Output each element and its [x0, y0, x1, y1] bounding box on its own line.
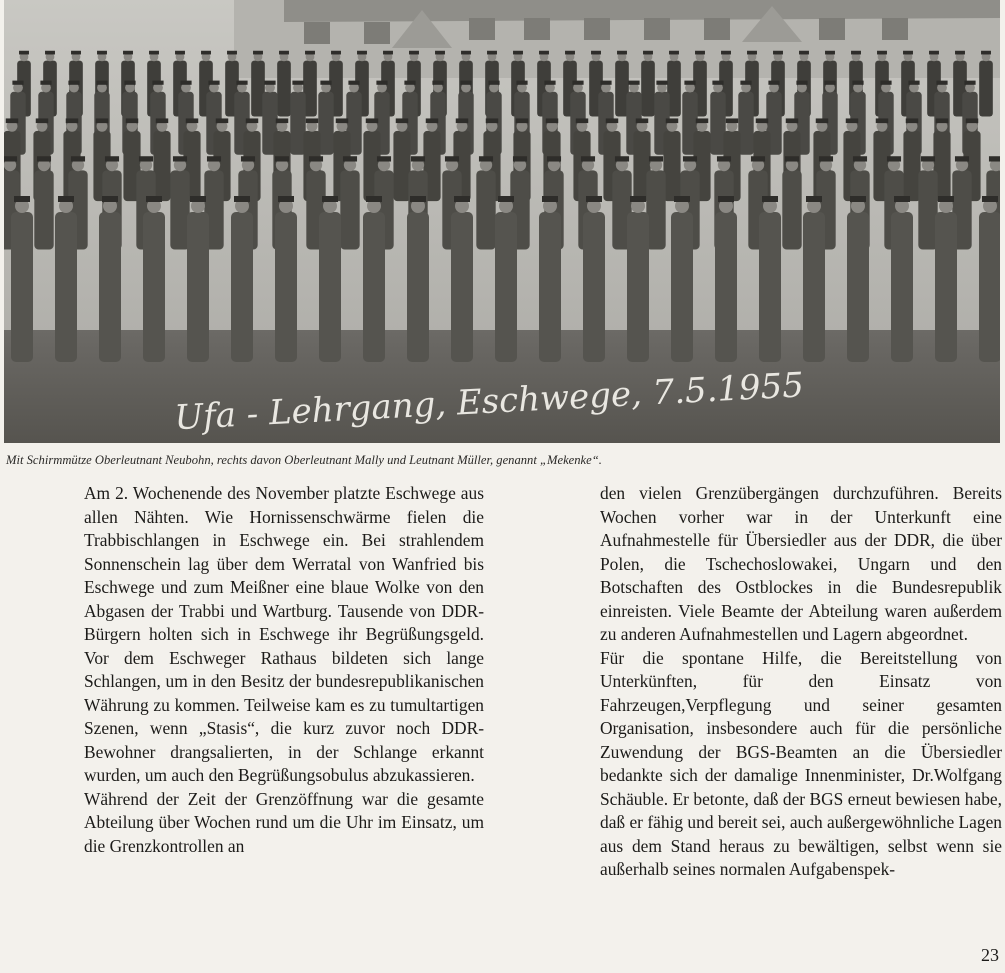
soldier-cap [411, 156, 425, 161]
soldier-cap [547, 156, 561, 161]
soldier-cap [366, 196, 382, 202]
soldier-body [646, 170, 665, 249]
soldier-cap [216, 118, 228, 123]
soldier-body [187, 212, 209, 362]
soldier-cap [12, 81, 23, 85]
soldier-cap [426, 118, 438, 123]
soldier-cap [825, 51, 835, 55]
soldier-cap [190, 196, 206, 202]
soldier-cap [410, 196, 426, 202]
soldier-cap [207, 156, 221, 161]
soldier-cap [246, 118, 258, 123]
soldier-cap [149, 51, 159, 55]
soldier-cap [929, 51, 939, 55]
soldier-cap [139, 156, 153, 161]
soldier-cap [4, 156, 17, 161]
soldier-cap [853, 156, 867, 161]
soldier-cap [97, 51, 107, 55]
soldier-body [671, 212, 693, 362]
soldier-cap [674, 196, 690, 202]
soldier-cap [126, 118, 138, 123]
soldier-cap [756, 118, 768, 123]
soldier-cap [36, 118, 48, 123]
soldier-cap [396, 118, 408, 123]
soldier-body [903, 131, 920, 201]
soldier-cap [366, 118, 378, 123]
soldier-body [979, 212, 1000, 362]
soldier-cap [572, 81, 583, 85]
soldier-cap [876, 118, 888, 123]
soldier-cap [435, 51, 445, 55]
soldier-cap [850, 196, 866, 202]
soldier-body [583, 212, 605, 362]
soldier-cap [276, 118, 288, 123]
soldier-cap [186, 118, 198, 123]
soldier-cap [445, 156, 459, 161]
soldier-cap [683, 156, 697, 161]
soldier-cap [908, 81, 919, 85]
soldier-cap [606, 118, 618, 123]
soldier-cap [227, 51, 237, 55]
soldier-cap [982, 196, 998, 202]
soldier-cap [816, 118, 828, 123]
soldier-body [277, 61, 291, 117]
soldier-cap [253, 51, 263, 55]
soldier-cap [628, 81, 639, 85]
soldier-cap [175, 51, 185, 55]
soldier-cap [68, 81, 79, 85]
soldier-cap [124, 81, 135, 85]
soldier-cap [544, 81, 555, 85]
soldier-body [759, 212, 781, 362]
soldier-cap [488, 81, 499, 85]
soldier-cap [656, 81, 667, 85]
soldier-cap [936, 118, 948, 123]
soldier-cap [96, 81, 107, 85]
soldier-cap [377, 156, 391, 161]
soldier-cap [432, 81, 443, 85]
soldier-cap [173, 156, 187, 161]
soldier-body [11, 212, 33, 362]
soldier-cap [894, 196, 910, 202]
soldier-cap [617, 51, 627, 55]
soldier-cap [636, 118, 648, 123]
soldier-cap [726, 118, 738, 123]
soldier-cap [19, 51, 29, 55]
soldier-cap [824, 81, 835, 85]
paragraph: Am 2. Wochenende des November platzte Eschwege aus allen Nähten. Wie Hornissenschwärme fielen die Trabbischlangen in Eschwege ein. Bei strahlendem Sonnenschein lag über dem Werratal von Wanfried bis Eschwege und zum Meißner eine blaue Wolke von den Abgasen der Trabbi und Wartburg. Tausende von DDR-Bürgern holten sich in Eschwege ihr Begrüßungsgeld. Vor dem Eschweger Rathaus bildeten sich lange Schlangen, um in den Besitz der bundesrepublikanischen Währung zu kommen. Teilweise kam es zu tumultartigen Szenen, wenn „Stasis“, die kurz zuvor noch DDR-Bewohner drangsalierten, in der Schlange erkannt wurden, um auch den Begrüßungsobulus abzukassieren. [84, 483, 484, 785]
soldier-cap [156, 118, 168, 123]
soldier-cap [712, 81, 723, 85]
soldier-cap [877, 51, 887, 55]
soldier-cap [966, 118, 978, 123]
soldier-cap [684, 81, 695, 85]
soldier-cap [721, 51, 731, 55]
soldier-cap [498, 196, 514, 202]
soldier-cap [383, 51, 393, 55]
soldier-cap [292, 81, 303, 85]
soldier-cap [331, 51, 341, 55]
soldier-cap [376, 81, 387, 85]
soldier-cap [58, 196, 74, 202]
right-text-column [600, 482, 1002, 882]
soldier-cap [955, 156, 969, 161]
soldier-cap [236, 81, 247, 85]
soldier-cap [591, 51, 601, 55]
paragraph: Für die spontane Hilfe, die Bereitstellung von Unterkünften, für den Einsatz von Fahrzeugen,Verpflegung und seiner gesamten Organisation, insbesondere auch für die persönliche Zuwendung der BGS-Beamten an die Übersiedler bedankte sich der damalige Innenminister, Dr.Wolfgang Schäuble. Er betonte, daß der BGS erneut bewiesen habe, daß er fähig und bereit sei, auch außergewöhnliche Lagen aus dem Stand heraus zu bewältigen, selbst wenn sie außerhalb seines normalen Aufgabenspek- [600, 647, 1002, 879]
soldier-cap [906, 118, 918, 123]
soldier-cap [989, 156, 1000, 161]
group-photo [4, 0, 1000, 443]
soldier-cap [581, 156, 595, 161]
soldier-cap [717, 156, 731, 161]
soldier-cap [309, 156, 323, 161]
soldier-cap [539, 51, 549, 55]
soldier-body [34, 170, 53, 249]
paragraph: Während der Zeit der Grenzöffnung war die gesamte Abteilung über Wochen rund um die Uhr im Einsatz, um die Grenzkontrollen an [84, 788, 484, 856]
soldier-cap [921, 156, 935, 161]
soldier-cap [409, 51, 419, 55]
soldier-cap [241, 156, 255, 161]
soldier-cap [762, 196, 778, 202]
soldier-cap [320, 81, 331, 85]
soldier-cap [404, 81, 415, 85]
soldier-body [319, 212, 341, 362]
soldier-cap [796, 81, 807, 85]
soldier-cap [305, 51, 315, 55]
soldier-body [55, 212, 77, 362]
soldier-cap [479, 156, 493, 161]
soldier-cap [851, 51, 861, 55]
soldier-cap [275, 156, 289, 161]
soldier-cap [40, 81, 51, 85]
soldier-body [979, 61, 993, 117]
soldier-body [641, 61, 655, 117]
soldier-cap [343, 156, 357, 161]
soldier-body [663, 131, 680, 201]
soldier-body [99, 212, 121, 362]
left-text-column [84, 482, 484, 858]
soldier-cap [880, 81, 891, 85]
soldier-body [803, 212, 825, 362]
soldier-cap [669, 51, 679, 55]
soldier-cap [981, 51, 991, 55]
soldier-cap [264, 81, 275, 85]
soldier-body [935, 212, 957, 362]
soldier-body [363, 212, 385, 362]
soldier-cap [938, 196, 954, 202]
soldier-cap [279, 51, 289, 55]
soldier-cap [955, 51, 965, 55]
soldier-cap [565, 51, 575, 55]
soldier-cap [306, 118, 318, 123]
soldier-cap [96, 118, 108, 123]
soldier-cap [785, 156, 799, 161]
soldier-cap [600, 81, 611, 85]
soldier-cap [146, 196, 162, 202]
soldier-body [627, 212, 649, 362]
soldier-cap [71, 156, 85, 161]
soldier-cap [936, 81, 947, 85]
soldier-cap [456, 118, 468, 123]
soldier-body [847, 212, 869, 362]
soldier-cap [542, 196, 558, 202]
soldier-body [275, 212, 297, 362]
soldier-cap [513, 156, 527, 161]
soldier-cap [460, 81, 471, 85]
soldier-cap [513, 51, 523, 55]
soldier-cap [696, 118, 708, 123]
soldier-body [782, 170, 801, 249]
soldier-cap [806, 196, 822, 202]
soldier-cap [45, 51, 55, 55]
soldier-body [710, 92, 725, 155]
soldier-cap [903, 51, 913, 55]
soldier-cap [768, 81, 779, 85]
soldier-body [738, 92, 753, 155]
soldier-cap [71, 51, 81, 55]
soldier-cap [516, 81, 527, 85]
soldier-body [290, 92, 305, 155]
soldier-body [891, 212, 913, 362]
soldier-cap [487, 51, 497, 55]
soldier-cap [486, 118, 498, 123]
soldier-body [231, 212, 253, 362]
photo-inscription: Ufa - Lehrgang, Eschwege, 7.5.1955 [173, 365, 805, 439]
soldier-cap [819, 156, 833, 161]
soldier-body [407, 212, 429, 362]
soldier-cap [322, 196, 338, 202]
soldier-cap [6, 118, 18, 123]
soldier-cap [740, 81, 751, 85]
soldier-cap [461, 51, 471, 55]
soldier-cap [14, 196, 30, 202]
paragraph: den vielen Grenzübergängen durchzuführen. Bereits Wochen vorher war in der Unterkunft eine Aufnahmestelle für Übersiedler aus der DDR, die über Polen, die Tschechoslowakei, Ungarn und den Botschaften des Ostblockes in die Bundesrepublik einreisten. Viele Beamte der Abteilung waren außerdem zu anderen Aufnahmestellen und Lagern abgeordnet. [600, 483, 1002, 644]
soldier-body [539, 212, 561, 362]
soldier-body [918, 170, 937, 249]
soldier-cap [666, 118, 678, 123]
soldier-cap [208, 81, 219, 85]
soldier-cap [799, 51, 809, 55]
soldier-cap [105, 156, 119, 161]
soldier-cap [152, 81, 163, 85]
soldier-cap [643, 51, 653, 55]
soldier-body [340, 170, 359, 249]
soldier-body [170, 170, 189, 249]
soldier-body [153, 131, 170, 201]
soldier-cap [630, 196, 646, 202]
soldier-body [451, 212, 473, 362]
soldier-cap [695, 51, 705, 55]
soldier-cap [747, 51, 757, 55]
soldier-cap [180, 81, 191, 85]
soldier-body [143, 212, 165, 362]
soldier-cap [586, 196, 602, 202]
soldier-cap [234, 196, 250, 202]
soldier-cap [786, 118, 798, 123]
soldier-cap [964, 81, 975, 85]
soldier-cap [454, 196, 470, 202]
soldier-cap [773, 51, 783, 55]
soldier-cap [846, 118, 858, 123]
photo-caption: Mit Schirmmütze Oberleutnant Neubohn, rechts davon Oberleutnant Mally und Leutnant Müller, genannt „Mekenke“. [6, 453, 602, 467]
soldier-cap [336, 118, 348, 123]
soldier-cap [348, 81, 359, 85]
soldier-cap [718, 196, 734, 202]
soldier-cap [576, 118, 588, 123]
soldier-body [715, 212, 737, 362]
soldier-body [476, 170, 495, 249]
page-number: 23 [981, 945, 999, 965]
soldier-cap [751, 156, 765, 161]
soldier-cap [278, 196, 294, 202]
soldier-cap [516, 118, 528, 123]
soldier-body [318, 92, 333, 155]
soldier-cap [201, 51, 211, 55]
soldier-cap [37, 156, 51, 161]
soldier-cap [123, 51, 133, 55]
soldier-cap [649, 156, 663, 161]
soldier-cap [546, 118, 558, 123]
soldier-body [393, 131, 410, 201]
soldier-cap [887, 156, 901, 161]
soldier-cap [615, 156, 629, 161]
soldier-cap [852, 81, 863, 85]
soldier-cap [102, 196, 118, 202]
soldier-body [495, 212, 517, 362]
soldier-cap [357, 51, 367, 55]
soldier-cap [66, 118, 78, 123]
